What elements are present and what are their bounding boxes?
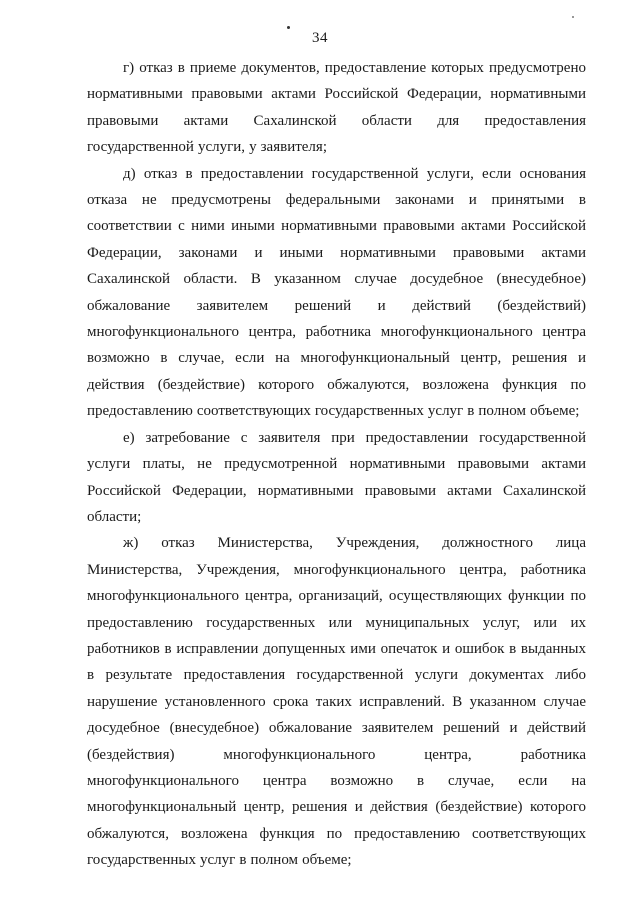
page-number: 34 [312,30,328,46]
document-body [87,55,586,874]
paragraph-zh: ж) отказ Министерства, Учреждения, должностного лица Министерства, Учреждения, многофункционального центра, работника многофункционального центра, организаций, осуществляющих функции по предоставлению государственных или муниципальных услуг, или их работников в исправлении допущенных ими опечаток и ошибок в выданных в результате предоставления государственной услуги документах либо нарушение установленного срока таких исправлений. В указанном случае досудебное (внесудебное) обжалование заявителем решений и действий (бездействия) многофункционального центра, работника многофункционального центра возможно в случае, если на многофункциональный центр, решения и действия (бездействие) которого обжалуются, возложена функция по предоставлению соответствующих государственных услуг в полном объеме; [87,535,586,869]
scan-corner-mark [572,16,574,18]
scan-dot-mark [287,26,290,29]
paragraph-e: е) затребование с заявителя при предоставлении государственной услуги платы, не предусмотренной нормативными правовыми актами Российской Федерации, нормативными правовыми актами Сахалинской области; [87,429,586,525]
paragraph-d: д) отказ в предоставлении государственной услуги, если основания отказа не предусмотрены федеральными законами и принятыми в соответствии с ними иными нормативными правовыми актами Российской Федерации, законами и иными нормативными правовыми актами Сахалинской области. В указанном случае досудебное (внесудебное) обжалование заявителем решений и действий (бездействий) многофункционального центра, работника многофункционального центра возможно в случае, если на многофункциональный центр, решения и действия (бездействие) которого обжалуются, возложена функция по предоставлению соответствующих государственных услуг в полном объеме; [87,165,586,420]
paragraph-g: г) отказ в приеме документов, предоставление которых предусмотрено нормативными правовыми актами Российской Федерации, нормативными правовыми актами Сахалинской области для предоставления государственной услуги, у заявителя; [87,60,586,156]
